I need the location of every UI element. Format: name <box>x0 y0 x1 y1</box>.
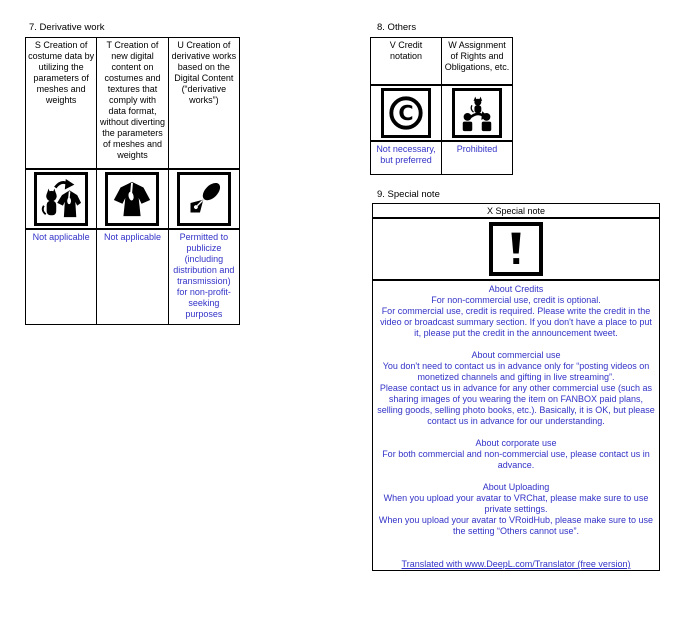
status-cell-v: Not necessary, but preferred <box>371 141 442 175</box>
icon-cell-t <box>97 169 168 229</box>
status-cell-s: Not applicable <box>26 229 97 325</box>
status-cell-w: Prohibited <box>442 141 513 175</box>
special-note-body <box>373 280 660 571</box>
copyright-icon <box>381 88 431 138</box>
special-note-header: X Special note <box>373 204 660 219</box>
costume-icon <box>105 172 159 226</box>
icon-cell-x <box>373 218 660 280</box>
header-cell-v: V Credit notation <box>371 38 442 86</box>
translator-credit <box>377 559 655 570</box>
table-row <box>371 85 513 141</box>
note-block-commercial-use <box>377 350 655 427</box>
pen-icon <box>177 172 231 226</box>
icon-cell-v <box>371 85 442 141</box>
note-line: When you upload your avatar to VRoidHub, please make sure to use the setting “Others cannot use”. <box>378 515 654 536</box>
table-row <box>26 38 240 170</box>
header-cell-u: U Creation of derivative works based on the Digital Content (“derivative works”) <box>168 38 239 170</box>
deepl-link[interactable]: Translated with www.DeepL.com/Translator (free version) <box>401 559 631 569</box>
section9-title: 9. Special note <box>377 189 440 200</box>
note-heading: About commercial use <box>471 350 561 360</box>
table-row <box>373 204 660 219</box>
table-row <box>373 280 660 571</box>
header-cell-w: W Assignment of Rights and Obligations, etc. <box>442 38 513 86</box>
header-cell-s: S Creation of costume data by utilizing the parameters of meshes and weights <box>26 38 97 170</box>
note-line: For commercial use, credit is required. Please write the credit in the video or broadcast summary section. If you don't have a place to put it, please put the credit in the announcement tweet. <box>380 306 652 338</box>
note-block-credits <box>377 284 655 339</box>
table-row <box>371 141 513 175</box>
derivative-work-table <box>25 37 240 325</box>
note-line: For both commercial and non-commercial use, please contact us in advance. <box>382 449 650 470</box>
table-row <box>26 169 240 229</box>
exclamation-icon <box>489 222 543 276</box>
section7-title: 7. Derivative work <box>29 22 105 33</box>
note-heading: About Uploading <box>482 482 550 492</box>
avatar-to-costume-icon <box>34 172 88 226</box>
icon-cell-s <box>26 169 97 229</box>
svg-text:C: C <box>398 100 414 125</box>
table-row <box>373 218 660 280</box>
special-note-table <box>372 203 660 571</box>
table-row <box>371 38 513 86</box>
note-line: For non-commercial use, credit is optional. <box>431 295 601 305</box>
section8-title: 8. Others <box>377 22 417 33</box>
note-line: When you upload your avatar to VRChat, please make sure to use private settings. <box>383 493 649 514</box>
note-line: Please contact us in advance for any other commercial use (such as sharing images of you wearing the item on FANBOX paid plans, selling goods, selling photo books, etc.). Basically, it is OK, but please contact us in advance for our understanding. <box>377 383 655 426</box>
note-block-corporate-use <box>377 438 655 471</box>
note-block-uploading <box>377 482 655 537</box>
header-cell-t: T Creation of new digital content on costumes and textures that comply with data format, without diverting the parameters of meshes and weights <box>97 38 168 170</box>
status-cell-t: Not applicable <box>97 229 168 325</box>
rights-assignment-icon <box>452 88 502 138</box>
note-line: You don't need to contact us in advance only for “posting videos on monetized channels and gifting in live streaming”. <box>382 361 650 382</box>
icon-cell-w <box>442 85 513 141</box>
note-heading: About corporate use <box>475 438 557 448</box>
table-row <box>26 229 240 325</box>
others-table <box>370 37 513 175</box>
note-heading: About Credits <box>488 284 544 294</box>
status-cell-u: Permitted to publicize (including distribution and transmission) for non-profit-seeking purposes <box>168 229 239 325</box>
icon-cell-u <box>168 169 239 229</box>
